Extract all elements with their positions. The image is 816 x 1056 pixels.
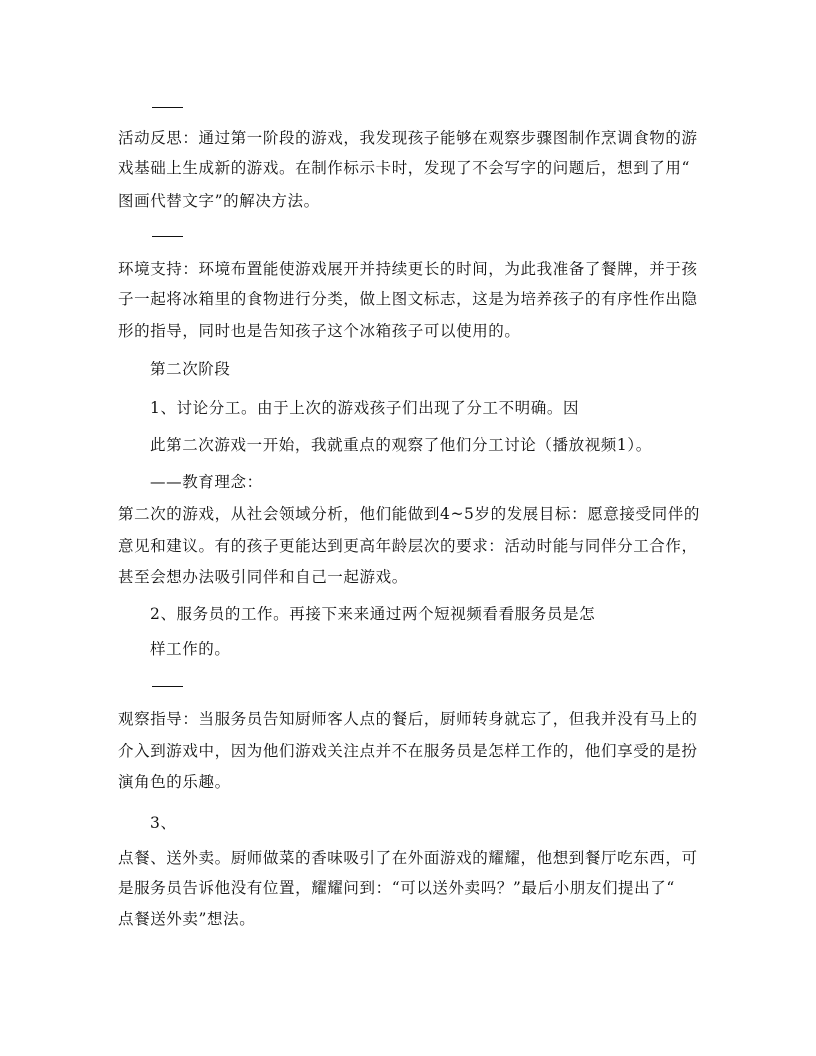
item-three-line-2: 是服务员告诉他没有位置，耀耀问到：“可以送外卖吗？”最后小朋友们提出了“ bbox=[118, 879, 675, 897]
item-three-number: 3、 bbox=[150, 814, 177, 832]
dash-separator bbox=[152, 236, 183, 237]
environment-line-2: 子一起将冰箱里的食物进行分类，做上图文标志，这是为培养孩子的有序性作出隐 bbox=[118, 290, 698, 308]
education-line-2: 意见和建议。有的孩子更能达到更高年龄层次的要求：活动时能与同伴分工合作， bbox=[118, 537, 698, 555]
environment-line-1: 环境支持：环境布置能使游戏展开并持续更长的时间，为此我准备了餐牌，并于孩 bbox=[118, 260, 698, 278]
item-two-line-2: 样工作的。 bbox=[150, 640, 231, 658]
education-concept-heading: ——教育理念： bbox=[150, 473, 263, 491]
dash-separator bbox=[152, 686, 183, 687]
observe-line-1: 观察指导：当服务员告知厨师客人点的餐后，厨师转身就忘了，但我并没有马上的 bbox=[118, 710, 698, 728]
reflection-line-1: 活动反思：通过第一阶段的游戏，我发现孩子能够在观察步骤图制作烹调食物的游 bbox=[118, 129, 698, 147]
observe-line-3: 演角色的乐趣。 bbox=[118, 773, 231, 791]
stage-two-heading: 第二次阶段 bbox=[150, 360, 231, 378]
item-two-line-1: 2、服务员的工作。再接下来来通过两个短视频看看服务员是怎 bbox=[150, 605, 596, 623]
education-line-1: 第二次的游戏，从社会领域分析，他们能做到4~5岁的发展目标：愿意接受同伴的 bbox=[118, 505, 700, 523]
dash-separator bbox=[152, 107, 183, 108]
reflection-line-2: 戏基础上生成新的游戏。在制作标示卡时，发现了不会写字的问题后，想到了用“ bbox=[118, 159, 691, 177]
item-three-line-3: 点餐送外卖”想法。 bbox=[118, 910, 256, 928]
observe-line-2: 介入到游戏中，因为他们游戏关注点并不在服务员是怎样工作的，他们享受的是扮 bbox=[118, 742, 698, 760]
item-one-line-1: 1、讨论分工。由于上次的游戏孩子们出现了分工不明确。因 bbox=[150, 399, 580, 417]
reflection-line-3: 图画代替文字”的解决方法。 bbox=[118, 192, 320, 210]
education-line-3: 甚至会想办法吸引同伴和自己一起游戏。 bbox=[118, 568, 408, 586]
item-one-line-2: 此第二次游戏一开始，我就重点的观察了他们分工讨论（播放视频1）。 bbox=[150, 436, 652, 454]
environment-line-3: 形的指导，同时也是告知孩子这个冰箱孩子可以使用的。 bbox=[118, 322, 521, 340]
item-three-line-1: 点餐、送外卖。厨师做菜的香味吸引了在外面游戏的耀耀，他想到餐厅吃东西，可 bbox=[118, 849, 698, 867]
